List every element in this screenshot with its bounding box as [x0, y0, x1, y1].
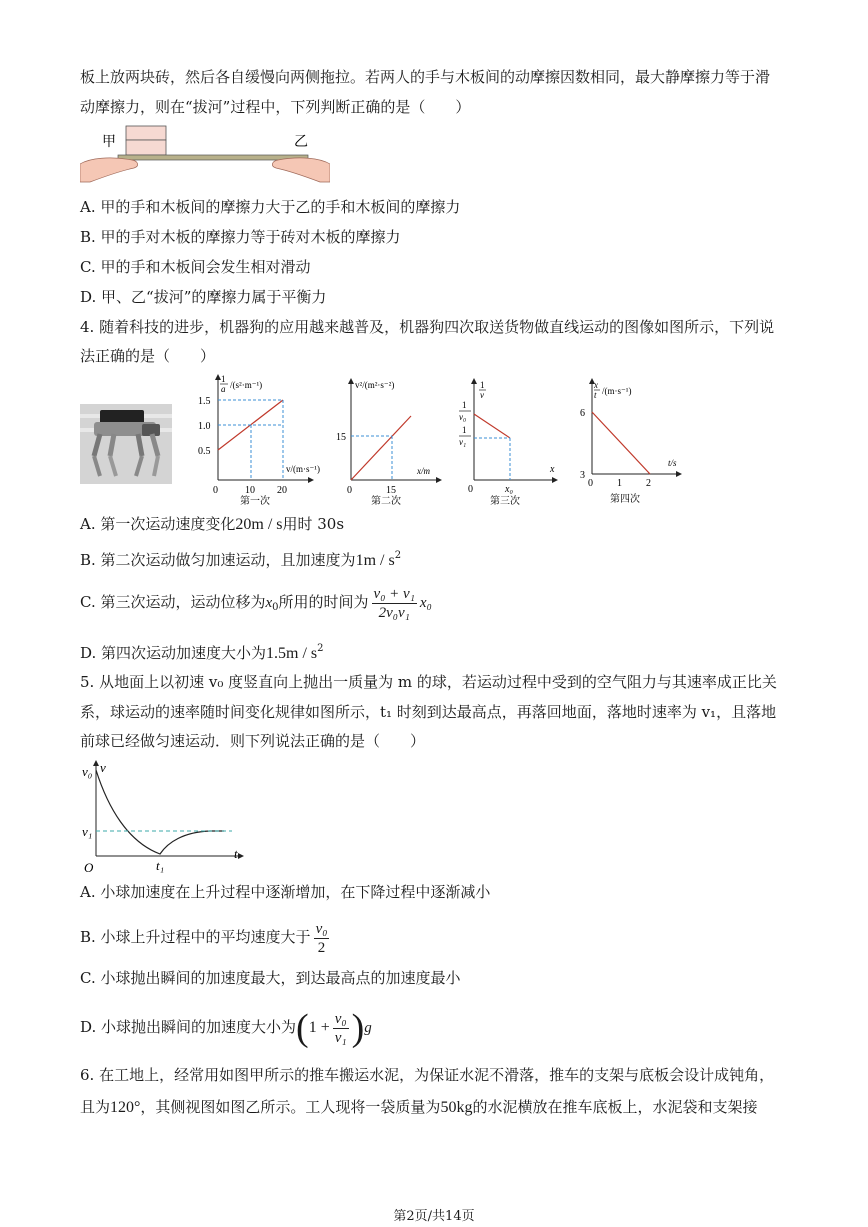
q4-optC-mid: 所用的时间为: [278, 593, 369, 611]
g1-ytick-1: 1.5: [198, 396, 211, 407]
g4-xtick-2: 1: [617, 478, 622, 489]
g5-t: t: [234, 846, 238, 861]
q3-option-c: C. 甲的手和木板间会发生相对滑动: [80, 258, 311, 276]
q4-option-a: [80, 513, 344, 536]
q5-text-line2: 系，球运动的速率随时间变化规律如图所示，t₁ 时刻到达最高点，再落回地面，落地时速率为 v₁，且落地: [80, 703, 777, 721]
g2-ytick-1: 15: [336, 432, 346, 443]
q4-optD-sup: 2: [317, 643, 324, 654]
q5-velocity-graph: [80, 758, 260, 876]
g2-xtick-1: 0: [347, 485, 352, 496]
q5-optB-pre: B. 小球上升过程中的平均速度大于: [80, 928, 311, 946]
q5-option-b: [80, 917, 332, 957]
g4-ytick-2: 3: [580, 470, 585, 481]
q4-optA-math: 20m / s: [235, 516, 283, 533]
g5-v1: v₁: [82, 824, 93, 839]
g5-t1: t₁: [156, 858, 165, 873]
q4-optA-post: 用时 30s: [282, 515, 345, 533]
g1-ytick-3: 0.5: [198, 446, 211, 457]
q5-optD-pre: D. 小球抛出瞬间的加速度大小为: [80, 1018, 297, 1036]
q4-optB-math: 1m / s: [355, 552, 395, 569]
q5-optB-fraction: [314, 920, 330, 957]
graph-fourth: [574, 378, 694, 506]
q6-line2-pre: 且为: [80, 1098, 111, 1116]
q3-text-line1: 板上放两块砖，然后各自缓慢向两侧拖拉。若两人的手与木板间的动摩擦因数相同，最大静摩擦力等于滑: [80, 68, 771, 86]
graph-third: [454, 378, 564, 506]
g4-ytick-1: 6: [580, 408, 585, 419]
q4-optA-pre: A. 第一次运动速度变化: [80, 515, 236, 533]
g3-y2-den: v₁: [459, 437, 467, 447]
q5-optB-den: 2: [317, 939, 326, 956]
q5-optD-den: v₁: [334, 1029, 347, 1046]
q5-option-d: [80, 1005, 372, 1050]
g3-yfrac-den: v: [480, 390, 484, 400]
g1-xtick-3: 20: [277, 485, 287, 496]
g5-origin: O: [84, 860, 94, 875]
q3-option-d: D. 甲、乙“拔河”的摩擦力属于平衡力: [80, 288, 327, 306]
q4-optC-x-sub: 0: [272, 602, 279, 613]
g2-ylabel: v²/(m²·s⁻²): [355, 380, 395, 390]
q4-text-line2: 法正确的是（ ）: [80, 347, 216, 365]
g4-caption: 第四次: [610, 494, 640, 505]
q5-text-line1: 5. 从地面上以初速 v₀ 度竖直向上抛出一质量为 m 的球，若运动过程中受到的空气阻力与其速率成正比关: [80, 673, 777, 691]
g4-yfrac-den: t: [594, 390, 597, 400]
q4-optC-tail: x₀: [419, 595, 432, 611]
q6-angle: 120°: [110, 1099, 141, 1116]
g3-xtick-2: x₀: [505, 484, 513, 495]
g2-xlabel: x/m: [417, 466, 430, 476]
q3-text-line2: 动摩擦力，则在“拔河”过程中，下列判断正确的是（ ）: [80, 98, 471, 116]
q5-optD-one: 1 +: [308, 1019, 330, 1036]
g1-xtick-1: 0: [213, 485, 218, 496]
q4-option-c: [80, 582, 432, 628]
q5-text-line3: 前球已经做匀速运动．则下列说法正确的是（ ）: [80, 732, 426, 750]
q4-optC-x: x: [265, 595, 273, 611]
q5-optD-g: g: [364, 1020, 372, 1036]
q4-optB-pre: B. 第二次运动做匀加速运动，且加速度为: [80, 551, 356, 569]
g4-xtick-1: 0: [588, 478, 593, 489]
g1-xtick-2: 10: [245, 485, 255, 496]
g5-v0: v₀: [82, 764, 93, 779]
g3-xlabel: x: [550, 464, 555, 475]
q5-option-a: A. 小球加速度在上升过程中逐渐增加，在下降过程中逐渐减小: [80, 883, 491, 901]
brick-bottom: [126, 140, 166, 155]
g1-yfrac-num: 1: [221, 374, 226, 384]
page-footer: 第2页/共14页: [393, 1209, 475, 1224]
q5-optD-rparen: ): [351, 1007, 365, 1049]
q5-optD-fraction: [333, 1010, 349, 1047]
g2-xtick-2: 15: [386, 485, 396, 496]
q5-option-c: C. 小球抛出瞬间的加速度最大，到达最高点的加速度最小: [80, 969, 461, 987]
left-hand-icon: [80, 158, 138, 182]
g3-y1-den: v₀: [459, 412, 467, 422]
q4-optD-pre: D. 第四次运动加速度大小为: [80, 644, 267, 662]
q4-optC-num: v₀ + v₁: [373, 585, 415, 602]
label-jia: 甲: [102, 135, 116, 150]
wooden-board: [118, 155, 308, 160]
q6-text-line1: 6. 在工地上，经常用如图甲所示的推车搬运水泥，为保证水泥不滑落，推车的支架与底板会设计成钝角，: [80, 1066, 775, 1084]
robot-dog-photo: [80, 404, 172, 484]
q4-optC-den: 2v₀v₁: [378, 604, 410, 621]
q4-option-d: [80, 638, 324, 665]
q3-option-b: B. 甲的手对木板的摩擦力等于砖对木板的摩擦力: [80, 228, 401, 246]
q4-option-b: [80, 545, 401, 572]
q5-optD-num: v₀: [334, 1010, 347, 1027]
g3-y2-num: 1: [462, 425, 467, 435]
q6-text-line2: [80, 1096, 757, 1119]
g1-ytick-2: 1.0: [198, 421, 211, 432]
q3-option-a: A. 甲的手和木板间的摩擦力大于乙的手和木板间的摩擦力: [80, 198, 461, 216]
g4-yfrac-num: x: [594, 380, 598, 390]
g3-xtick-1: 0: [468, 484, 473, 495]
q4-optC-pre: C. 第三次运动，运动位移为: [80, 593, 266, 611]
g5-v: v: [100, 760, 106, 775]
q6-mass: 50kg: [440, 1099, 473, 1116]
q5-optD-lparen: (: [296, 1007, 309, 1049]
g1-ylabel: /(s²·m⁻¹): [230, 380, 263, 390]
velocity-curve: [96, 770, 224, 854]
g3-yfrac-num: 1: [480, 380, 485, 390]
q3-tug-figure: [80, 124, 330, 186]
g4-xlabel: t/s: [668, 458, 677, 468]
g4-ylabel: /(m·s⁻¹): [602, 386, 632, 396]
g3-y1-num: 1: [462, 400, 467, 410]
q4-text-line1: 4. 随着科技的进步，机器狗的应用越来越普及，机器狗四次取送货物做直线运动的图像如图所示，下列说: [80, 318, 775, 336]
label-yi: 乙: [294, 135, 308, 150]
g1-yfrac-den: a: [221, 384, 226, 394]
q4-optD-math: 1.5m / s: [266, 645, 318, 662]
q5-optB-num: v₀: [315, 920, 328, 937]
right-hand-icon: [272, 158, 330, 182]
q4-optC-fraction: [372, 585, 417, 622]
graph-first: [190, 372, 325, 506]
g2-caption: 第二次: [371, 496, 401, 506]
g4-xtick-3: 2: [646, 478, 651, 489]
graph-second: [333, 376, 443, 506]
q6-line2-tail: 的水泥横放在推车底板上，水泥袋和支架接: [472, 1098, 758, 1116]
g1-caption: 第一次: [240, 496, 270, 506]
q6-line2-post: ，其侧视图如图乙所示。工人现将一袋质量为: [140, 1098, 441, 1116]
g3-caption: 第三次: [490, 496, 520, 506]
g1-xlabel: v/(m·s⁻¹): [286, 464, 320, 474]
q4-optB-sup: 2: [394, 550, 402, 561]
brick-top: [126, 126, 166, 140]
